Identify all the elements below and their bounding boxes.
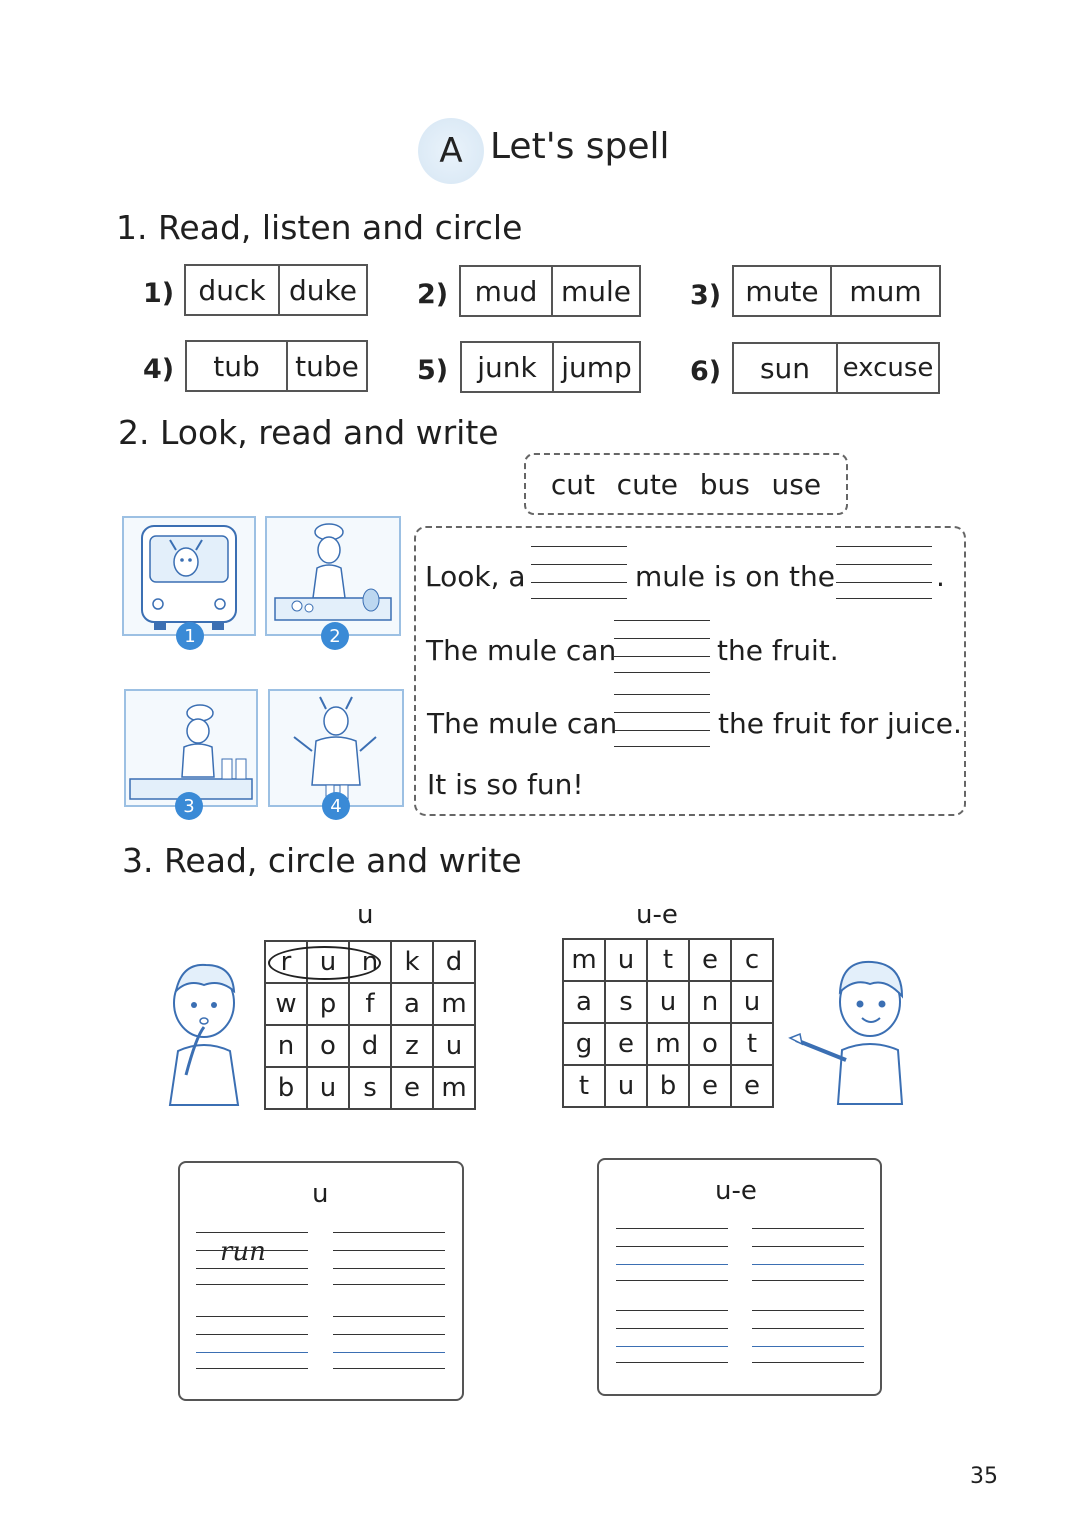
- writing-line[interactable]: [333, 1268, 445, 1269]
- grid-letter[interactable]: w: [265, 983, 307, 1025]
- writing-line[interactable]: [752, 1310, 864, 1311]
- circled-word-ring: [268, 946, 381, 980]
- grid-letter[interactable]: u: [731, 981, 773, 1023]
- word-choice-box: [460, 341, 641, 393]
- picture-mule-drinking: [268, 689, 404, 807]
- section-badge: A: [418, 118, 484, 184]
- writing-line[interactable]: [196, 1352, 308, 1353]
- writing-line[interactable]: [616, 1246, 728, 1247]
- grid-letter[interactable]: g: [563, 1023, 605, 1065]
- writing-line[interactable]: [752, 1280, 864, 1281]
- writing-line[interactable]: [752, 1346, 864, 1347]
- writing-line[interactable]: [333, 1232, 445, 1233]
- exercise-2-heading: 2. Look, read and write: [118, 413, 499, 452]
- exercise-1-heading: 1. Read, listen and circle: [116, 208, 523, 247]
- writing-box-label: u: [312, 1179, 329, 1209]
- answer-blank[interactable]: [836, 546, 932, 598]
- writing-line[interactable]: [333, 1284, 445, 1285]
- picture-number-badge: 4: [322, 792, 350, 820]
- word-choice-box: [184, 264, 368, 316]
- grid-label: u-e: [636, 900, 678, 930]
- grid-letter[interactable]: m: [647, 1023, 689, 1065]
- writing-line[interactable]: [196, 1368, 308, 1369]
- item-number: 1): [143, 278, 175, 309]
- writing-line[interactable]: [333, 1334, 445, 1335]
- writing-line[interactable]: [616, 1228, 728, 1229]
- writing-line[interactable]: [752, 1328, 864, 1329]
- writing-line[interactable]: [616, 1264, 728, 1265]
- writing-line[interactable]: [196, 1268, 308, 1269]
- picture-number-badge: 3: [175, 792, 203, 820]
- word-bank: [524, 453, 848, 515]
- writing-line[interactable]: [752, 1264, 864, 1265]
- word-option[interactable]: duck: [198, 273, 266, 307]
- grid-letter[interactable]: u: [307, 1067, 349, 1109]
- grid-letter[interactable]: m: [433, 1067, 475, 1109]
- grid-letter[interactable]: m: [433, 983, 475, 1025]
- word-option[interactable]: mute: [745, 274, 819, 308]
- grid-letter[interactable]: p: [307, 983, 349, 1025]
- word-option[interactable]: mum: [830, 267, 939, 315]
- writing-line[interactable]: [333, 1368, 445, 1369]
- grid-letter[interactable]: o: [689, 1023, 731, 1065]
- grid-letter[interactable]: r: [265, 941, 307, 983]
- mule-juice-illustration: [126, 691, 256, 805]
- word-choice-box: [185, 340, 368, 392]
- item-number: 3): [690, 280, 722, 311]
- word-option[interactable]: tube: [286, 342, 366, 390]
- exercise-3-heading: 3. Read, circle and write: [122, 841, 522, 880]
- grid-letter[interactable]: s: [349, 1067, 391, 1109]
- grid-letter[interactable]: m: [563, 939, 605, 981]
- grid-letter[interactable]: n: [265, 1025, 307, 1067]
- picture-number-badge: 1: [176, 622, 204, 650]
- writing-line[interactable]: [752, 1228, 864, 1229]
- word-option[interactable]: duke: [278, 266, 366, 314]
- grid-letter[interactable]: e: [689, 1065, 731, 1107]
- grid-letter[interactable]: a: [563, 981, 605, 1023]
- bus-illustration: [124, 518, 254, 634]
- writing-line[interactable]: [752, 1246, 864, 1247]
- grid-letter[interactable]: t: [731, 1023, 773, 1065]
- writing-line[interactable]: [196, 1334, 308, 1335]
- writing-line[interactable]: [333, 1316, 445, 1317]
- mule-chef-illustration: [267, 518, 399, 634]
- grid-letter[interactable]: t: [563, 1065, 605, 1107]
- answer-blank[interactable]: [614, 620, 710, 672]
- writing-line[interactable]: [196, 1250, 308, 1251]
- word-choice-box: [459, 265, 641, 317]
- writing-line[interactable]: [616, 1362, 728, 1363]
- item-number: 2): [417, 279, 449, 310]
- writing-line[interactable]: [333, 1250, 445, 1251]
- grid-letter[interactable]: a: [391, 983, 433, 1025]
- word-bank-item: use: [771, 467, 822, 501]
- grid-letter[interactable]: e: [689, 939, 731, 981]
- grid-letter[interactable]: c: [731, 939, 773, 981]
- writing-box-u: [178, 1161, 464, 1401]
- grid-letter[interactable]: n: [689, 981, 731, 1023]
- sentence-text: the fruit for juice.: [718, 707, 962, 740]
- writing-line[interactable]: [196, 1232, 308, 1233]
- word-choice-box: [732, 342, 940, 394]
- grid-letter[interactable]: d: [433, 941, 475, 983]
- item-number: 4): [143, 354, 175, 385]
- answer-blank[interactable]: [531, 546, 627, 598]
- writing-line[interactable]: [616, 1328, 728, 1329]
- thinking-boy-illustration: [160, 955, 246, 1111]
- letter-grid-ue: [562, 938, 774, 1108]
- writing-line[interactable]: [616, 1346, 728, 1347]
- picture-mule-cutting: [265, 516, 401, 636]
- word-option[interactable]: mud: [474, 274, 538, 308]
- word-choice-box: [732, 265, 941, 317]
- writing-line[interactable]: [616, 1310, 728, 1311]
- writing-line[interactable]: [196, 1284, 308, 1285]
- word-bank-item: cute: [616, 467, 679, 501]
- grid-letter[interactable]: u: [647, 981, 689, 1023]
- writing-line[interactable]: [333, 1352, 445, 1353]
- grid-letter[interactable]: d: [349, 1025, 391, 1067]
- sentence-text: The mule can: [427, 707, 618, 740]
- item-number: 5): [417, 355, 449, 386]
- word-option[interactable]: mule: [551, 267, 639, 315]
- grid-letter[interactable]: u: [433, 1025, 475, 1067]
- grid-letter[interactable]: k: [391, 941, 433, 983]
- grid-letter[interactable]: u: [307, 941, 349, 983]
- grid-letter[interactable]: z: [391, 1025, 433, 1067]
- sentence-text: Look, a: [425, 560, 526, 593]
- grid-label: u: [357, 900, 374, 930]
- picture-mule-bus: [122, 516, 256, 636]
- picture-mule-juice: [124, 689, 258, 807]
- example-answer: run: [220, 1237, 266, 1267]
- grid-letter[interactable]: n: [349, 941, 391, 983]
- grid-letter[interactable]: b: [265, 1067, 307, 1109]
- word-bank-item: cut: [550, 467, 595, 501]
- word-option[interactable]: tub: [213, 349, 260, 383]
- grid-letter[interactable]: u: [605, 939, 647, 981]
- sentence-text: .: [936, 560, 945, 593]
- grid-letter[interactable]: t: [647, 939, 689, 981]
- grid-letter[interactable]: b: [647, 1065, 689, 1107]
- word-bank-item: bus: [699, 467, 750, 501]
- picture-number-badge: 2: [321, 622, 349, 650]
- writing-box-label: u-e: [715, 1176, 757, 1206]
- word-option[interactable]: junk: [477, 350, 537, 384]
- word-option[interactable]: jump: [552, 343, 639, 391]
- sentence-text: The mule can: [426, 634, 617, 667]
- answer-blank[interactable]: [614, 694, 710, 746]
- writing-box-ue: [597, 1158, 882, 1396]
- mule-drinking-illustration: [270, 691, 402, 805]
- page-title: Let's spell: [490, 126, 670, 167]
- grid-letter[interactable]: e: [605, 1023, 647, 1065]
- grid-letter[interactable]: e: [731, 1065, 773, 1107]
- word-option[interactable]: sun: [759, 351, 811, 385]
- grid-letter[interactable]: e: [391, 1067, 433, 1109]
- grid-letter[interactable]: o: [307, 1025, 349, 1067]
- page-number: 35: [970, 1464, 998, 1489]
- item-number: 6): [690, 356, 722, 387]
- grid-letter[interactable]: s: [605, 981, 647, 1023]
- writing-line[interactable]: [196, 1316, 308, 1317]
- grid-letter[interactable]: u: [605, 1065, 647, 1107]
- sentence-text: mule is on the: [635, 560, 835, 593]
- word-option[interactable]: excuse: [836, 344, 938, 392]
- writing-line[interactable]: [616, 1280, 728, 1281]
- pointing-boy-illustration: [786, 956, 922, 1106]
- grid-letter[interactable]: f: [349, 983, 391, 1025]
- writing-line[interactable]: [752, 1362, 864, 1363]
- sentence-text: the fruit.: [717, 634, 839, 667]
- sentence-text: It is so fun!: [427, 768, 584, 801]
